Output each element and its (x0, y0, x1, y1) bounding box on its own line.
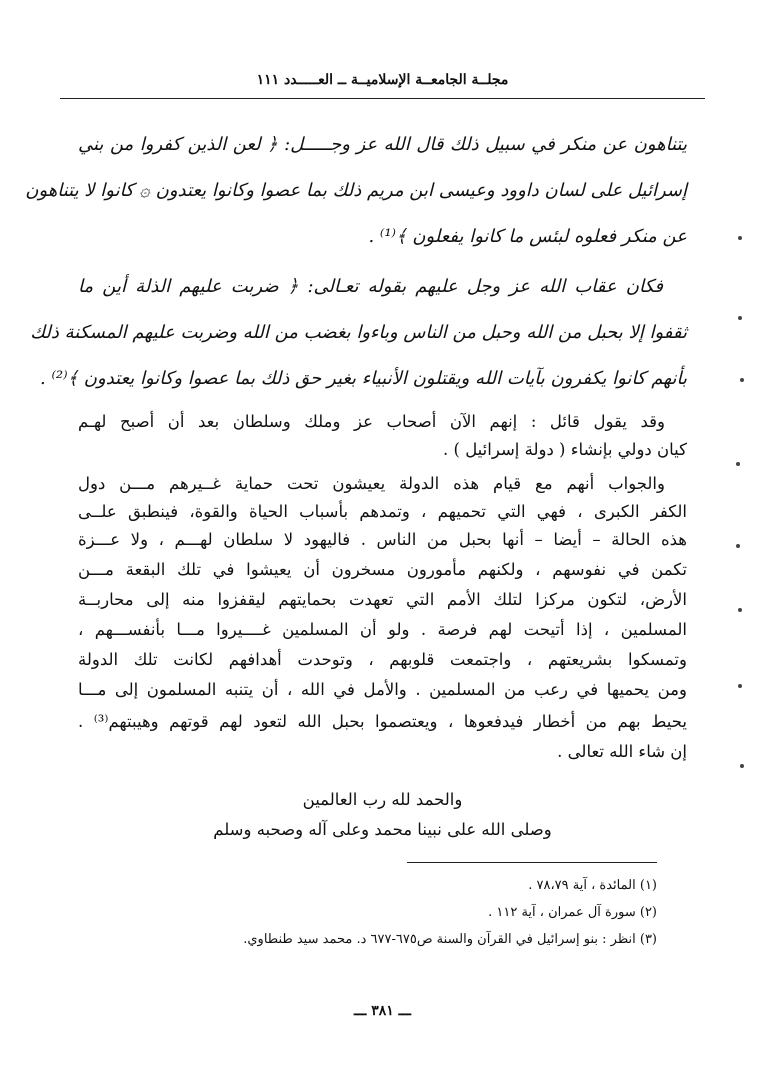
header-rule (60, 98, 705, 99)
footnote-rule (407, 862, 657, 863)
body-line: فكان عقاب الله عز وجل عليهم بقوله تعـالى: ﴿ ضربت عليهم الذلة أين ما (78, 276, 663, 297)
footnote-1: (١) المائدة ، آية ٧٨،٧٩ . (528, 878, 657, 893)
body-line: يحيط بهم من أخطار فيدفعوها ، ويعتصموا بحبل الله لتعود لهم قوتهم وهيبتهم⁽³⁾ . (78, 712, 687, 731)
body-line: المسلمين ، إذا أتيحت لهم فرصة . ولو أن المسلمين غــــيروا مـــا بأنفســـهم ، (78, 620, 687, 639)
scan-speck (738, 236, 742, 240)
journal-header-title: مجلــة الجامعــة الإسلاميــة ــ العـــــدد ١١١ (256, 72, 509, 88)
body-line: وتمسكوا بشريعتهم ، واجتمعت قلوبهم ، وتوحدت أهدافهم لكانت تلك الدولة (78, 650, 687, 669)
body-line: إن شاء الله تعالى . (557, 742, 687, 761)
scan-speck (738, 684, 742, 688)
footnote-3: (٣) انظر : بنو إسرائيل في القرآن والسنة ص٦٧٥-٦٧٧ د. محمد سيد طنطاوي. (243, 932, 657, 947)
body-line: ثقفوا إلا بحبل من الله وحبل من الناس وباءوا بغضب من الله وضربت عليهم المسكنة ذلك (30, 322, 687, 343)
scan-speck (738, 316, 742, 320)
body-line: تكمن في نفوسهم ، ولكنهم مأمورون مسخرون أن يعيشوا في تلك البقعة مـــن (78, 560, 687, 579)
body-line: عن منكر فعلوه لبئس ما كانوا يفعلون ﴾⁽¹⁾ . (368, 226, 687, 247)
scan-speck (736, 462, 740, 466)
running-header (60, 68, 705, 98)
body-line: يتناهون عن منكر في سبيل ذلك قال الله عز وجـــــل: ﴿ لعن الذين كفروا من بني (78, 134, 687, 155)
body-line: الكفر الكبرى ، فهي التي تحميهم ، وتمدهم بأسباب الحياة والقوة، فينطبق علــى (78, 502, 687, 521)
scan-speck (736, 544, 740, 548)
body-line: ومن يحميها في رعب من المسلمين . والأمل في الله ، أن يتنبه المسلمون إلى مـــا (78, 680, 687, 699)
scan-speck (738, 608, 742, 612)
closing-praise: والحمد لله رب العالمين (302, 790, 463, 809)
body-line: إسرائيل على لسان داوود وعيسى ابن مريم ذلك بما عصوا وكانوا يعتدون ۞ كانوا لا يتناهون (25, 180, 687, 201)
scan-speck (740, 764, 744, 768)
body-line: والجواب أنهم مع قيام هذه الدولة يعيشون تحت حماية غــيرهم مـــن دول (78, 474, 665, 493)
body-line: كيان دولي بإنشاء ( دولة إسرائيل ) . (443, 440, 687, 459)
scan-speck (740, 378, 744, 382)
body-line: الأرض، لتكون مركزا لتلك الأمم التي تعهدت بحمايتهم ليقفزوا منه إلى محاربــة (78, 590, 688, 609)
page-number: ـــ ٣٨١ ـــ (354, 1003, 411, 1019)
body-line: وقد يقول قائل : إنهم الآن أصحاب عز وملك وسلطان بعد أن أصبح لهـم (78, 412, 665, 431)
body-line: بأنهم كانوا يكفرون بآيات الله ويقتلون الأنبياء بغير حق ذلك بما عصوا وكانوا يعتدون ﴾⁽²⁾ . (40, 368, 687, 389)
closing-salutation: وصلى الله على نبينا محمد وعلى آله وصحبه وسلم (213, 820, 552, 839)
footnote-2: (٢) سورة آل عمران ، آية ١١٢ . (488, 905, 657, 920)
body-line: هذه الحالة – أيضا – أنها بحبل من الناس . فاليهود لا سلطان لهـــم ، ولا عـــزة (78, 530, 687, 549)
